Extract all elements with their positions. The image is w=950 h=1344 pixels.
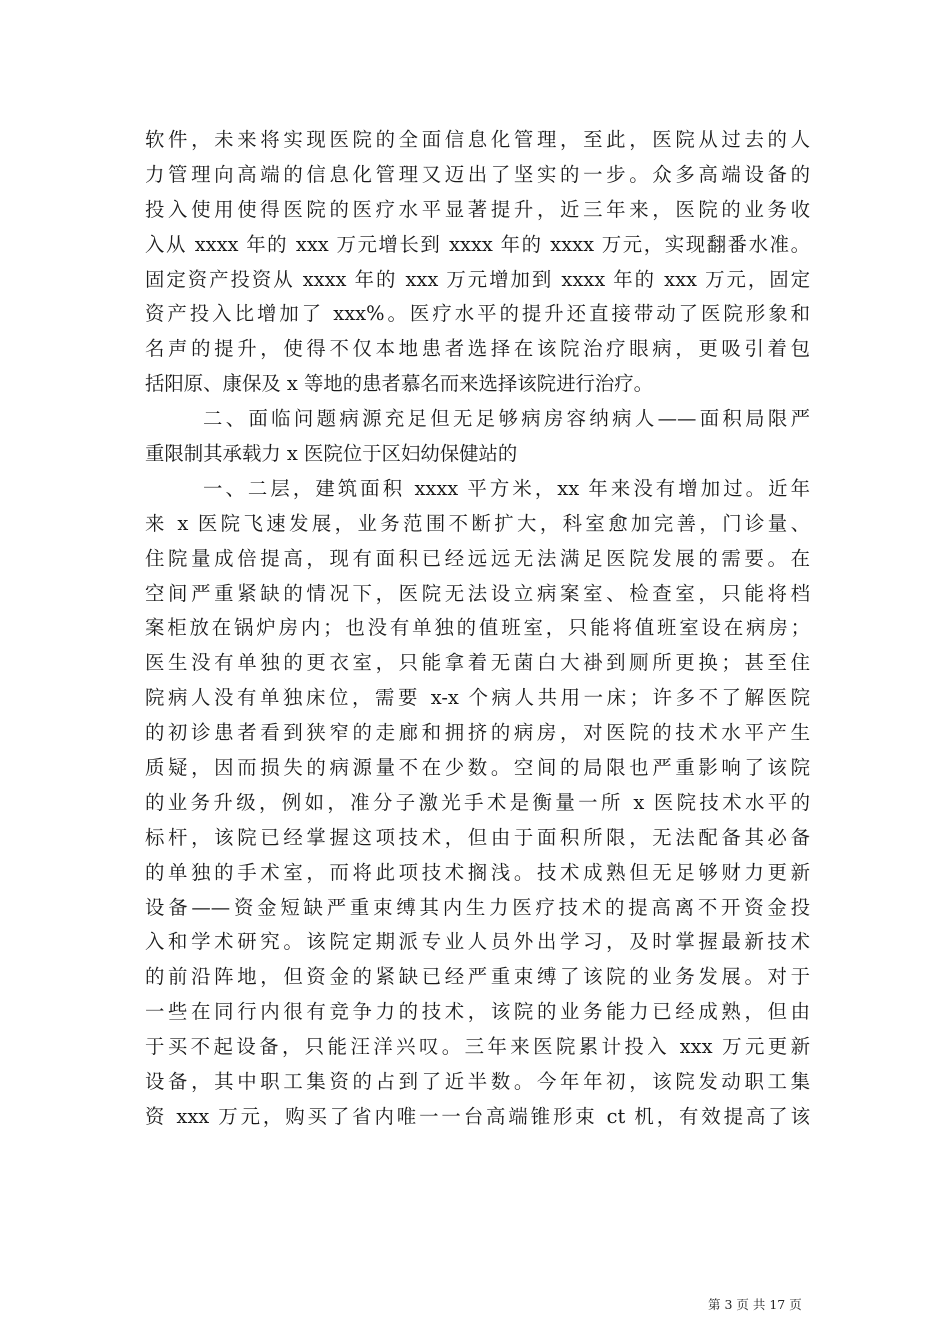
text-line: 空间严重紧缺的情况下，医院无法设立病案室、检查室，只能将档 (145, 581, 810, 605)
text-line: 医生没有单独的更衣室，只能拿着无菌白大褂到厕所更换；甚至住 (145, 651, 810, 675)
text-line: 投入使用使得医院的医疗水平显著提升，近三年来，医院的业务收 (145, 197, 810, 221)
section-heading-line: 二、面临问题病源充足但无足够病房容纳病人——面积局限严 (203, 407, 810, 431)
text-line: 入和学术研究。该院定期派专业人员外出学习，及时掌握最新技术 (145, 930, 810, 954)
section-heading-line: 重限制其承载力 x 医院位于区妇幼保健站的 (145, 442, 518, 466)
body-text (145, 123, 810, 1135)
text-line: 设备——资金短缺严重束缚其内生力医疗技术的提高离不开资金投 (145, 895, 810, 919)
text-line: 一些在同行内很有竞争力的技术，该院的业务能力已经成熟，但由 (145, 1000, 810, 1024)
text-line: 设备，其中职工集资的占到了近半数。今年年初，该院发动职工集 (145, 1070, 810, 1094)
text-line: 资产投入比增加了 xxx%。医疗水平的提升还直接带动了医院形象和 (145, 302, 810, 326)
text-line: 入从 xxxx 年的 xxx 万元增长到 xxxx 年的 xxxx 万元，实现翻番水准。 (145, 232, 810, 256)
text-line: 案柜放在锅炉房内；也没有单独的值班室，只能将值班室设在病房； (145, 616, 810, 640)
text-line: 于买不起设备，只能汪洋兴叹。三年来医院累计投入 xxx 万元更新 (145, 1035, 810, 1059)
text-line: 质疑，因而损失的病源量不在少数。空间的局限也严重影响了该院 (145, 756, 810, 780)
text-line: 的初诊患者看到狭窄的走廊和拥挤的病房，对医院的技术水平产生 (145, 721, 810, 745)
page-number-footer: 第 3 页 共 17 页 (708, 1297, 802, 1312)
text-line: 名声的提升，使得不仅本地患者选择在该院治疗眼病，更吸引着包 (145, 337, 810, 361)
text-line: 力管理向高端的信息化管理又迈出了坚实的一步。众多高端设备的 (145, 162, 810, 186)
text-line: 括阳原、康保及 x 等地的患者慕名而来选择该院进行治疗。 (145, 372, 654, 396)
text-line: 的前沿阵地，但资金的紧缺已经严重束缚了该院的业务发展。对于 (145, 965, 810, 989)
text-line: 住院量成倍提高，现有面积已经远远无法满足医院发展的需要。在 (145, 546, 810, 570)
text-line: 院病人没有单独床位，需要 x-x 个病人共用一床；许多不了解医院 (145, 686, 810, 710)
text-line: 的业务升级，例如，准分子激光手术是衡量一所 x 医院技术水平的 (145, 790, 810, 814)
text-line: 资 xxx 万元，购买了省内唯一一台高端锥形束 ct 机，有效提高了该 (145, 1104, 810, 1128)
text-line: 一、二层，建筑面积 xxxx 平方米，xx 年来没有增加过。近年 (203, 476, 810, 500)
text-line: 标杆，该院已经掌握这项技术，但由于面积所限，无法配备其必备 (145, 825, 810, 849)
text-line: 来 x 医院飞速发展，业务范围不断扩大，科室愈加完善，门诊量、 (145, 511, 810, 535)
text-line: 固定资产投资从 xxxx 年的 xxx 万元增加到 xxxx 年的 xxx 万元，固定 (145, 267, 810, 291)
text-line: 的单独的手术室，而将此项技术搁浅。技术成熟但无足够财力更新 (145, 860, 810, 884)
text-line: 软件，未来将实现医院的全面信息化管理，至此，医院从过去的人 (145, 128, 810, 151)
